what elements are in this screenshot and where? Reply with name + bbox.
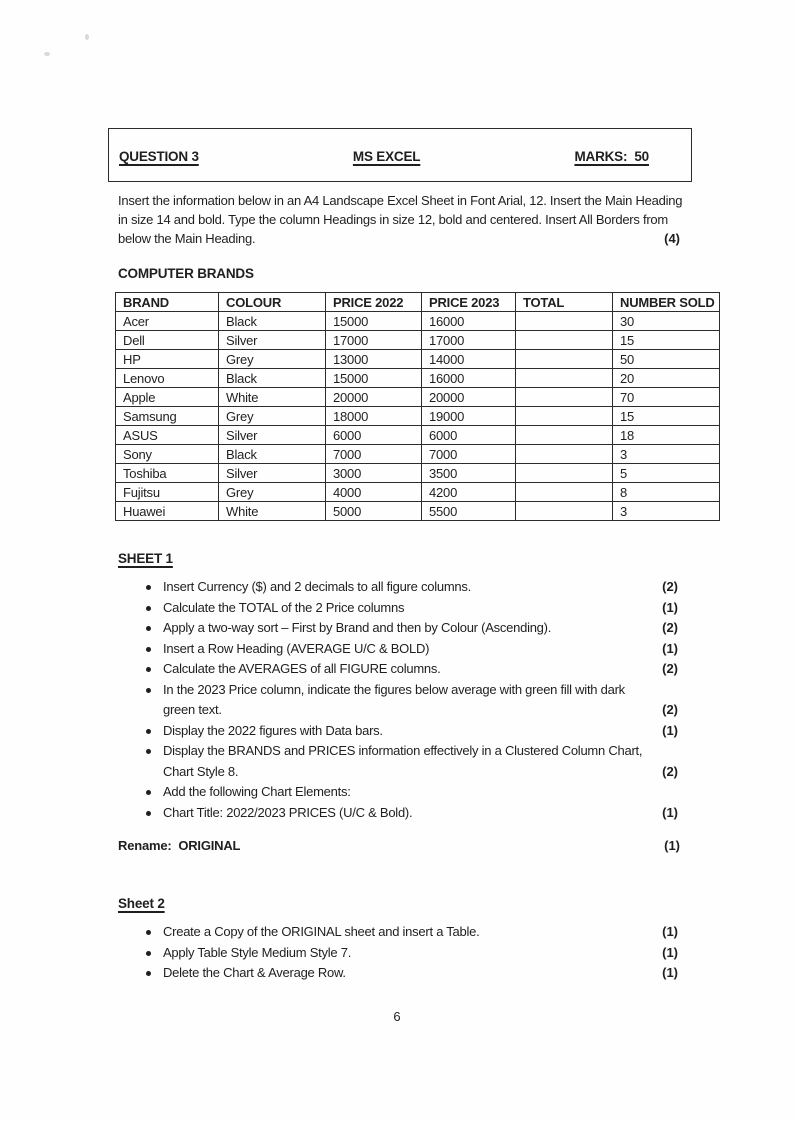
table-row bbox=[116, 464, 720, 483]
cell-number-sold: 5 bbox=[613, 464, 720, 483]
table-header-row bbox=[116, 293, 720, 312]
task-text: Chart Title: 2022/2023 PRICES (U/C & Bold). bbox=[163, 804, 413, 820]
cell-colour: Black bbox=[219, 312, 326, 331]
cell-price-2023: 6000 bbox=[422, 426, 516, 445]
table-row bbox=[116, 407, 720, 426]
task-marks: (1) bbox=[662, 944, 678, 960]
question-number: QUESTION 3 bbox=[119, 148, 199, 164]
cell-brand: Huawei bbox=[116, 502, 219, 521]
table-row bbox=[116, 502, 720, 521]
cell-price-2022: 18000 bbox=[326, 407, 422, 426]
column-header-colour: COLOUR bbox=[219, 293, 326, 312]
list-item bbox=[143, 618, 686, 639]
cell-brand: Lenovo bbox=[116, 369, 219, 388]
table-row bbox=[116, 388, 720, 407]
task-text: Apply a two-way sort – First by Brand and then by Colour (Ascending). bbox=[163, 620, 552, 635]
task-text: Display the 2022 figures with Data bars. bbox=[163, 722, 383, 738]
cell-colour: Black bbox=[219, 369, 326, 388]
cell-number-sold: 18 bbox=[613, 426, 720, 445]
task-text: Calculate the TOTAL of the 2 Price columns bbox=[163, 599, 405, 615]
task-text: Add the following Chart Elements: bbox=[163, 784, 351, 799]
cell-number-sold: 3 bbox=[613, 445, 720, 464]
task-marks: (1) bbox=[662, 965, 678, 980]
page-number: 6 bbox=[393, 1009, 401, 1024]
cell-price-2023: 7000 bbox=[422, 445, 516, 464]
table-row bbox=[116, 350, 720, 369]
column-header-brand: BRAND bbox=[116, 293, 219, 312]
column-header-total: TOTAL bbox=[516, 293, 613, 312]
cell-colour: White bbox=[219, 502, 326, 521]
cell-colour: Grey bbox=[219, 350, 326, 369]
column-header-number-sold: NUMBER SOLD bbox=[613, 293, 720, 312]
column-header-price-2023: PRICE 2023 bbox=[422, 293, 516, 312]
computer-brands-table bbox=[115, 292, 720, 521]
cell-total bbox=[516, 369, 613, 388]
sheet2-task-list bbox=[118, 922, 686, 984]
scan-artifact bbox=[85, 34, 89, 40]
intro-marks: (4) bbox=[664, 231, 680, 246]
cell-brand: Acer bbox=[116, 312, 219, 331]
cell-price-2022: 13000 bbox=[326, 350, 422, 369]
task-text: Display the BRANDS and PRICES information effectively in a Clustered Column Chart, Chart Style 8. bbox=[163, 743, 646, 779]
task-marks: (1) bbox=[662, 804, 678, 820]
table-row bbox=[116, 312, 720, 331]
list-item bbox=[143, 680, 686, 721]
list-item bbox=[143, 741, 686, 782]
cell-colour: Grey bbox=[219, 483, 326, 502]
cell-price-2022: 4000 bbox=[326, 483, 422, 502]
list-item bbox=[143, 782, 686, 803]
cell-colour: Black bbox=[219, 445, 326, 464]
list-item bbox=[143, 577, 686, 598]
list-item bbox=[143, 922, 686, 943]
cell-colour: Silver bbox=[219, 426, 326, 445]
cell-number-sold: 15 bbox=[613, 331, 720, 350]
task-text: In the 2023 Price column, indicate the figures below average with green fill with dark green text. bbox=[163, 681, 629, 717]
cell-number-sold: 50 bbox=[613, 350, 720, 369]
question-marks: MARKS: 50 bbox=[574, 148, 649, 164]
list-item bbox=[143, 803, 686, 824]
cell-price-2022: 20000 bbox=[326, 388, 422, 407]
task-text: Calculate the AVERAGES of all FIGURE columns. bbox=[163, 661, 441, 676]
cell-brand: Fujitsu bbox=[116, 483, 219, 502]
cell-number-sold: 15 bbox=[613, 407, 720, 426]
task-text: Insert a Row Heading (AVERAGE U/C & BOLD) bbox=[163, 640, 430, 656]
cell-total bbox=[516, 388, 613, 407]
task-marks: (1) bbox=[662, 722, 678, 738]
cell-number-sold: 70 bbox=[613, 388, 720, 407]
cell-price-2022: 15000 bbox=[326, 312, 422, 331]
task-text: Create a Copy of the ORIGINAL sheet and insert a Table. bbox=[163, 924, 480, 939]
task-marks: (1) bbox=[662, 640, 678, 656]
cell-total bbox=[516, 502, 613, 521]
cell-price-2023: 19000 bbox=[422, 407, 516, 426]
cell-brand: HP bbox=[116, 350, 219, 369]
list-item bbox=[143, 659, 686, 680]
task-text: Insert Currency ($) and 2 decimals to all figure columns. bbox=[163, 579, 471, 594]
question-subject: MS EXCEL bbox=[352, 148, 421, 164]
cell-total bbox=[516, 445, 613, 464]
cell-total bbox=[516, 483, 613, 502]
intro-text: Insert the information below in an A4 Landscape Excel Sheet in Font Arial, 12. Insert the Main Heading in size 14 and bold. Type the column Headings in size 12, bold and centered. Insert All Borders from below the Main Heading. bbox=[118, 193, 686, 246]
table-row bbox=[116, 331, 720, 350]
cell-price-2022: 7000 bbox=[326, 445, 422, 464]
cell-price-2023: 5500 bbox=[422, 502, 516, 521]
task-marks: (2) bbox=[662, 702, 678, 717]
cell-total bbox=[516, 464, 613, 483]
list-item bbox=[143, 963, 686, 984]
sheet1-task-list bbox=[118, 577, 686, 823]
task-marks: (2) bbox=[662, 763, 678, 779]
list-item bbox=[143, 639, 686, 660]
main-heading: COMPUTER BRANDS bbox=[118, 266, 254, 281]
task-marks: (2) bbox=[662, 620, 678, 635]
rename-instruction bbox=[118, 836, 686, 856]
table-row bbox=[116, 369, 720, 388]
cell-total bbox=[516, 407, 613, 426]
sheet2-heading: Sheet 2 bbox=[118, 896, 165, 911]
cell-brand: Dell bbox=[116, 331, 219, 350]
task-marks: (2) bbox=[662, 579, 678, 594]
task-marks: (1) bbox=[662, 599, 678, 615]
cell-price-2023: 14000 bbox=[422, 350, 516, 369]
list-item bbox=[143, 598, 686, 619]
cell-price-2022: 15000 bbox=[326, 369, 422, 388]
cell-price-2022: 17000 bbox=[326, 331, 422, 350]
cell-brand: Toshiba bbox=[116, 464, 219, 483]
cell-number-sold: 3 bbox=[613, 502, 720, 521]
cell-number-sold: 30 bbox=[613, 312, 720, 331]
cell-total bbox=[516, 350, 613, 369]
cell-total bbox=[516, 331, 613, 350]
cell-price-2023: 3500 bbox=[422, 464, 516, 483]
cell-total bbox=[516, 426, 613, 445]
table-row bbox=[116, 483, 720, 502]
cell-price-2022: 5000 bbox=[326, 502, 422, 521]
cell-price-2023: 4200 bbox=[422, 483, 516, 502]
cell-colour: Grey bbox=[219, 407, 326, 426]
task-text: Delete the Chart & Average Row. bbox=[163, 965, 346, 980]
cell-price-2022: 3000 bbox=[326, 464, 422, 483]
cell-number-sold: 8 bbox=[613, 483, 720, 502]
cell-brand: Samsung bbox=[116, 407, 219, 426]
cell-number-sold: 20 bbox=[613, 369, 720, 388]
sheet1-heading: SHEET 1 bbox=[118, 551, 173, 566]
cell-colour: White bbox=[219, 388, 326, 407]
task-marks: (2) bbox=[662, 661, 678, 676]
cell-total bbox=[516, 312, 613, 331]
cell-colour: Silver bbox=[219, 331, 326, 350]
cell-price-2023: 16000 bbox=[422, 312, 516, 331]
list-item bbox=[143, 721, 686, 742]
table-row bbox=[116, 445, 720, 464]
scan-artifact bbox=[44, 52, 50, 56]
question-header-box bbox=[108, 128, 692, 182]
cell-colour: Silver bbox=[219, 464, 326, 483]
task-text: Apply Table Style Medium Style 7. bbox=[163, 944, 352, 960]
column-header-price-2022: PRICE 2022 bbox=[326, 293, 422, 312]
rename-marks: (1) bbox=[664, 838, 680, 853]
task-marks: (1) bbox=[662, 924, 678, 939]
cell-price-2023: 20000 bbox=[422, 388, 516, 407]
cell-brand: ASUS bbox=[116, 426, 219, 445]
cell-price-2022: 6000 bbox=[326, 426, 422, 445]
cell-price-2023: 17000 bbox=[422, 331, 516, 350]
list-item bbox=[143, 943, 686, 964]
rename-label: Rename: ORIGINAL bbox=[118, 838, 241, 853]
cell-price-2023: 16000 bbox=[422, 369, 516, 388]
table-row bbox=[116, 426, 720, 445]
intro-paragraph bbox=[118, 191, 686, 248]
cell-brand: Apple bbox=[116, 388, 219, 407]
cell-brand: Sony bbox=[116, 445, 219, 464]
